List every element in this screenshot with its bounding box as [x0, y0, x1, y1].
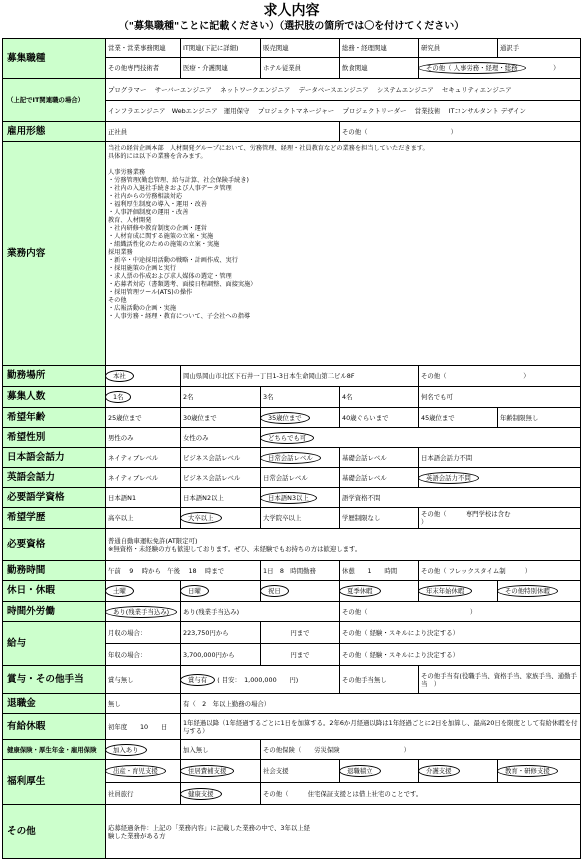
- selection-circle: 賞与有: [181, 674, 216, 686]
- label-sonota: その他: [3, 805, 106, 859]
- option-cell[interactable]: その他専門技術者: [106, 58, 181, 79]
- header: [0, 0, 583, 38]
- option-cell[interactable]: [106, 760, 181, 783]
- row-kyujitsu: [3, 581, 581, 602]
- option-cell[interactable]: IT関連(下記に詳細): [181, 39, 261, 58]
- option-text: その他（: [342, 127, 368, 136]
- selection-circle: 本社: [106, 370, 134, 382]
- label-teate: 賞与・その他手当: [3, 666, 106, 694]
- option-cell[interactable]: [181, 666, 340, 694]
- option-cell[interactable]: 日常会話レベル: [261, 468, 340, 488]
- option-cell[interactable]: 無し: [106, 694, 181, 714]
- salary-from-cell[interactable]: 223,750円から: [181, 622, 261, 644]
- row-hitsuyo: [3, 529, 581, 561]
- selection-circle: 健康支援: [181, 788, 222, 800]
- option-cell[interactable]: 高卒以上: [106, 508, 181, 529]
- close-paren: ）: [553, 64, 560, 72]
- option-cell[interactable]: [340, 760, 419, 783]
- option-cell[interactable]: 3名: [261, 387, 340, 408]
- label-jikan: 勤務時間: [3, 561, 106, 581]
- row-nihongo: [3, 448, 581, 468]
- option-cell[interactable]: 飲食関連: [340, 58, 419, 79]
- selection-circle: 年末年始休暇: [419, 585, 473, 597]
- selected-option-cell[interactable]: [419, 58, 581, 79]
- option-cell[interactable]: 女性のみ: [181, 428, 261, 448]
- option-cell[interactable]: [181, 508, 261, 529]
- label-shikaku: 必要語学資格: [3, 488, 106, 508]
- row-shokushu-1: [3, 39, 581, 58]
- selection-circle: 退職積立: [340, 765, 381, 777]
- page-title: 求人内容: [263, 3, 320, 19]
- salary-from-cell[interactable]: 3,700,000円から: [181, 644, 261, 666]
- row-fukuri-1: [3, 760, 581, 783]
- row-ninzu: [3, 387, 581, 408]
- option-cell[interactable]: [106, 602, 181, 622]
- option-cell[interactable]: ビジネス会話レベル: [181, 468, 261, 488]
- option-cell[interactable]: 医療・介護関連: [181, 58, 261, 79]
- option-cell[interactable]: ホテル従業員: [261, 58, 340, 79]
- required-qualifications[interactable]: [106, 529, 581, 561]
- option-cell[interactable]: [419, 366, 581, 387]
- leave-rule[interactable]: 1年経過以降（1年経過するごとに1日を加算する。2年6か月経過以降は1年経過ごとに2日を加算し、最高20日を限度として有給休暇を付与する）: [181, 714, 581, 740]
- option-cell[interactable]: 何名でも可: [419, 387, 581, 408]
- option-cell[interactable]: 日本語N2以上: [181, 488, 261, 508]
- selection-circle: 35歳位まで: [261, 412, 310, 424]
- label-seibetsu: 希望性別: [3, 428, 106, 448]
- option-cell[interactable]: 45歳位まで: [419, 408, 498, 428]
- option-text: その他（: [421, 372, 447, 380]
- label-kyuyo: 給与: [3, 622, 106, 666]
- selection-circle: 加入あり: [106, 744, 147, 756]
- option-cell[interactable]: 基礎会話レベル: [340, 448, 419, 468]
- option-text: その他保険（ 労災保険: [263, 745, 340, 754]
- option-cell[interactable]: 日本語会話力不問: [419, 448, 581, 468]
- option-cell[interactable]: あり(残業手当込み): [181, 602, 340, 622]
- label-fukuri: 福利厚生: [3, 760, 106, 805]
- option-cell[interactable]: その他（ 経験・スキルにより決定する）: [340, 622, 581, 644]
- option-cell[interactable]: [106, 387, 181, 408]
- option-cell[interactable]: [106, 740, 181, 760]
- selection-circle: 祝日: [261, 585, 289, 597]
- it-options-row-1[interactable]: プログラマー サーバーエンジニア ネットワークエンジニア データベースエンジニア システムエンジニア セキュリティエンジニア: [106, 79, 581, 101]
- row-gyomu: [3, 142, 581, 366]
- option-text: その他（: [342, 607, 368, 616]
- option-cell[interactable]: [419, 468, 581, 488]
- job-description[interactable]: 当社の経営企画本部 人材開発グループにおいて、労務管理、経理・社員教育などの業務を担当していただきます。 具体的には以下の業務を含みます。 人事労務業務 ・労務管理(勤怠管理、給与計算、社会保険手続き) ・社内の入退社手続きおよび人事データ管理 ・社内からの労務相談対応 ・福利厚生制度の導入・運用・改善 ・人事評価制度の運用・改善 教育、人材開発 ・社内研修や教育制度の企画・運営 ・人材育成に関する施策の立案・実施 ・組織活性化のための施策の立案・実施 採用業務 ・新卒・中途採用活動の戦略・計画作成、実行 ・採用施策の企画と実行 ・求人票の作成および求人媒体の選定・管理 ・応募者対応（書類選考、面接日程調整、面接実施） ・採用管理ツール(ATS)の操作 その他 ・広報活動の企画・実施 ・人事労務・経理・教育について、子会社への指導: [106, 142, 581, 366]
- option-cell[interactable]: [419, 508, 581, 529]
- label-hitsuyo: 必要資格: [3, 529, 106, 561]
- first-year-days[interactable]: 初年度 10 日: [106, 714, 181, 740]
- option-cell[interactable]: 社員旅行: [106, 783, 181, 805]
- option-cell[interactable]: 年齢制限無し: [498, 408, 581, 428]
- close-paren: ）: [523, 372, 530, 380]
- row-seibetsu: [3, 428, 581, 448]
- label-yukyu: 有給休暇: [3, 714, 106, 740]
- it-options-row-2[interactable]: インフラエンジニア Webエンジニア 運用保守 プロジェクトマネージャー プロジェクトリーダー 営業技術 ITコンサルタント デザイン: [106, 101, 581, 122]
- label-gyomu: 業務内容: [3, 142, 106, 366]
- row-teate: [3, 666, 581, 694]
- option-cell[interactable]: 加入無し: [181, 740, 261, 760]
- label-koyo: 雇用形態: [3, 122, 106, 142]
- option-cell[interactable]: [261, 428, 581, 448]
- salary-type-cell: 月収の場合：: [106, 622, 181, 644]
- option-cell[interactable]: [261, 408, 340, 428]
- option-cell[interactable]: [181, 760, 261, 783]
- row-taishokukin: [3, 694, 581, 714]
- option-cell[interactable]: 語学資格不問: [340, 488, 581, 508]
- option-cell[interactable]: 大学院卒以上: [261, 508, 340, 529]
- label-jikangai: 時間外労働: [3, 602, 106, 622]
- option-cell[interactable]: 研究員: [419, 39, 498, 58]
- selection-circle: 日本語N3以上: [261, 492, 317, 504]
- option-cell[interactable]: ネイティブレベル: [106, 468, 181, 488]
- job-form-table: [2, 38, 581, 859]
- option-cell[interactable]: [181, 581, 261, 602]
- close-paren: ）: [403, 745, 410, 754]
- option-cell[interactable]: [261, 448, 340, 468]
- option-cell[interactable]: 2名: [181, 387, 261, 408]
- option-cell[interactable]: [340, 581, 419, 602]
- option-cell[interactable]: 有（ 2 年以上勤務の場合）: [181, 694, 581, 714]
- option-cell[interactable]: 営業・営業事務関連: [106, 39, 181, 58]
- row-kinmuchi: [3, 366, 581, 387]
- option-cell[interactable]: [181, 783, 261, 805]
- row-it-1: [3, 79, 581, 101]
- option-cell[interactable]: 販売関連: [261, 39, 340, 58]
- label-taishokukin: 退職金: [3, 694, 106, 714]
- option-cell[interactable]: [106, 366, 181, 387]
- label-kyujitsu: 休日・休暇: [3, 581, 106, 602]
- row-jikan: [3, 561, 581, 581]
- selection-circle: 介護支援: [419, 765, 460, 777]
- label-hoken: 健康保険・厚生年金・雇用保険: [3, 740, 106, 760]
- selection-circle: 出産・育児支援: [106, 765, 166, 777]
- selection-circle: その他特別休暇: [498, 585, 558, 597]
- selection-circle: 日曜: [181, 585, 209, 597]
- selection-circle: 大卒以上: [181, 512, 222, 524]
- option-cell[interactable]: その他（ フレックスタイム制 ）: [419, 561, 581, 581]
- qualification-note: ※無資格・未経験の方も歓迎しております。ぜひ、未経験でもお持ちの方は歓迎します。: [108, 544, 362, 553]
- option-cell[interactable]: [419, 760, 498, 783]
- bonus-estimate: ( 目安： 1,000,000 円): [217, 675, 299, 684]
- option-cell[interactable]: 学歴制限なし: [340, 508, 419, 529]
- label-shokushu: 募集職種: [3, 39, 106, 79]
- row-nenrei: [3, 408, 581, 428]
- salary-type-cell: 年収の場合：: [106, 644, 181, 666]
- selection-circle: 夏季休暇: [340, 585, 381, 597]
- other-notes[interactable]: 応募経過条件：上記の「業務内容」に記載した業務の中で、3年以上経 験した業務がある方: [106, 805, 581, 859]
- close-paren: ）: [469, 607, 477, 616]
- selection-circle: 1名: [106, 391, 132, 403]
- page-subtitle: （"募集職種"ことに記載ください）（選択肢の箇所では〇を付けてください）: [118, 21, 465, 32]
- row-jikangai: [3, 602, 581, 622]
- row-yukyu: [3, 714, 581, 740]
- salary-to-cell[interactable]: 円まで: [261, 622, 340, 644]
- label-gakureki: 希望学歴: [3, 508, 106, 529]
- label-nenrei: 希望年齢: [3, 408, 106, 428]
- close-paren: ）: [450, 127, 458, 136]
- selection-circle: その他（ 人事労務・経理・総務: [419, 62, 526, 74]
- option-cell[interactable]: 総務・経理関連: [340, 39, 419, 58]
- row-sonota: [3, 805, 581, 859]
- row-hoken: [3, 740, 581, 760]
- option-cell[interactable]: [106, 581, 181, 602]
- option-cell[interactable]: 30歳位まで: [181, 408, 261, 428]
- option-cell[interactable]: [340, 602, 581, 622]
- option-cell[interactable]: その他（ 経験・スキルにより決定する）: [340, 644, 581, 666]
- selection-circle: 住居費補支援: [181, 765, 235, 777]
- option-cell[interactable]: その他（ 住宅保証支援とは借上社宅のことです。: [261, 783, 581, 805]
- option-cell[interactable]: 基礎会話レベル: [340, 468, 419, 488]
- work-hours-day-cell[interactable]: 1日 8 時間勤務: [261, 561, 340, 581]
- option-text: その他（ 専門学校は含む: [421, 510, 511, 518]
- option-cell[interactable]: 4名: [340, 387, 419, 408]
- qualification-line: 普通自動車運転免許(AT限定可): [108, 536, 198, 545]
- break-cell[interactable]: 休憩 1 時間: [340, 561, 419, 581]
- option-cell[interactable]: 社会支援: [261, 760, 340, 783]
- row-shikaku: [3, 488, 581, 508]
- option-cell[interactable]: [498, 581, 581, 602]
- label-nihongo: 日本語会話力: [3, 448, 106, 468]
- label-kinmuchi: 勤務場所: [3, 366, 106, 387]
- option-cell[interactable]: 正社員: [106, 122, 340, 142]
- label-ninzu: 募集人数: [3, 387, 106, 408]
- option-cell[interactable]: [419, 581, 498, 602]
- label-it: （上記でIT関連職の場合）: [3, 79, 106, 122]
- option-cell[interactable]: ネイティブレベル: [106, 448, 181, 468]
- work-hours-cell[interactable]: 午前 9 時から 午後 18 時まで: [106, 561, 261, 581]
- option-cell[interactable]: 日本語N1: [106, 488, 181, 508]
- option-cell[interactable]: [340, 122, 581, 142]
- selection-circle: 日常会話レベル: [261, 452, 321, 464]
- selection-circle: あり(残業手当込み): [106, 606, 178, 618]
- option-cell[interactable]: [261, 488, 340, 508]
- row-koyo: [3, 122, 581, 142]
- row-eigo: [3, 468, 581, 488]
- option-cell[interactable]: 賞与無し: [106, 666, 181, 694]
- option-cell[interactable]: [498, 760, 581, 783]
- option-cell[interactable]: その他手当無し: [340, 666, 419, 694]
- option-cell[interactable]: 40歳ぐらいまで: [340, 408, 419, 428]
- option-cell[interactable]: その他手当有(役職手当、資格手当、家族手当、通勤手当 ）: [419, 666, 581, 694]
- row-gakureki: [3, 508, 581, 529]
- option-cell[interactable]: [261, 581, 340, 602]
- close-paren: ）: [421, 518, 428, 526]
- selection-circle: 土曜: [106, 585, 134, 597]
- option-cell[interactable]: 25歳位まで: [106, 408, 181, 428]
- row-kyuyo-1: [3, 622, 581, 644]
- option-cell[interactable]: [261, 740, 581, 760]
- selection-circle: 教育・研修支援: [498, 765, 558, 777]
- option-cell[interactable]: ビジネス会話レベル: [181, 448, 261, 468]
- option-cell[interactable]: 男性のみ: [106, 428, 181, 448]
- selection-circle: 英語会話力不問: [419, 472, 479, 484]
- label-eigo: 英語会話力: [3, 468, 106, 488]
- selection-circle: どちらでも可: [261, 432, 315, 444]
- address-cell[interactable]: 岡山県岡山市北区下石井一丁目1-3日本生命岡山第二ビル8F: [181, 366, 419, 387]
- option-cell[interactable]: 通訳手: [498, 39, 581, 58]
- salary-to-cell[interactable]: 円まで: [261, 644, 340, 666]
